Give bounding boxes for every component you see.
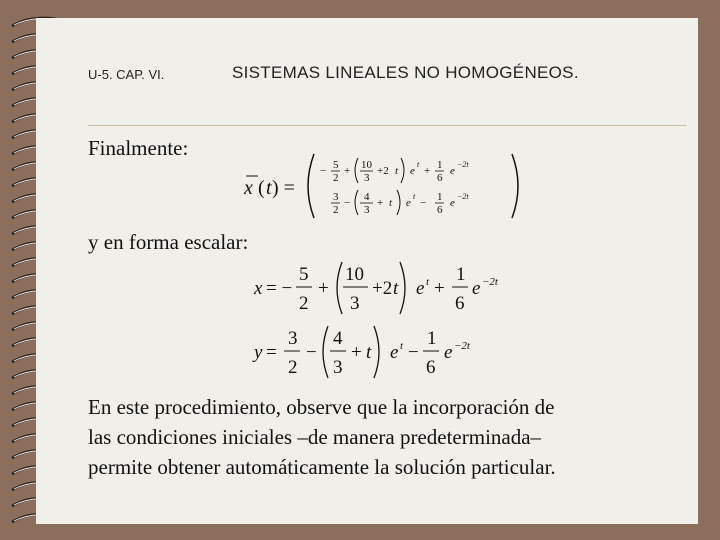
svg-text:2: 2: [299, 293, 309, 314]
svg-text:(: (: [258, 177, 265, 199]
svg-text:t: t: [417, 160, 420, 169]
svg-text:2: 2: [288, 357, 298, 378]
conclusion-paragraph: [88, 392, 688, 482]
vector-x-lhs: x: [244, 177, 253, 199]
r1-c-num: 1: [437, 159, 443, 171]
svg-text:+: +: [344, 165, 351, 177]
r2-b-num: 4: [364, 191, 370, 203]
r2-b-den: 3: [364, 204, 370, 216]
r1-a-num: 5: [333, 159, 339, 171]
r1-c-den: 6: [437, 172, 443, 184]
svg-text:+: +: [434, 278, 445, 299]
r1-b-den: 3: [364, 172, 370, 184]
svg-text:−2t: −2t: [457, 192, 469, 201]
svg-text:+2: +2: [372, 278, 393, 299]
svg-text:+: +: [351, 342, 362, 363]
svg-text:e: e: [406, 197, 411, 209]
svg-text:+: +: [424, 165, 431, 177]
r2-a-num: 3: [333, 191, 339, 203]
chapter-label: U-5. CAP. VI.: [88, 67, 165, 82]
svg-text:+2: +2: [377, 165, 389, 177]
svg-text:−: −: [408, 342, 419, 363]
escalar-label: y en forma escalar:: [88, 230, 249, 254]
svg-text:e: e: [410, 165, 415, 177]
svg-text:e: e: [444, 342, 453, 363]
r2-a-den: 2: [333, 204, 339, 216]
svg-text:−2t: −2t: [454, 340, 470, 352]
svg-text:5: 5: [299, 264, 309, 285]
svg-text:10: 10: [345, 264, 364, 285]
svg-text:6: 6: [426, 357, 436, 378]
svg-text:e: e: [416, 278, 425, 299]
conclusion-line-3: permite obtener automáticamente la solución particular.: [88, 455, 556, 479]
svg-text:6: 6: [455, 293, 465, 314]
svg-text:+: +: [318, 278, 329, 299]
svg-text:y: y: [254, 342, 263, 363]
svg-text:e: e: [450, 165, 455, 177]
svg-text:−2t: −2t: [457, 160, 469, 169]
svg-text:t: t: [395, 165, 399, 177]
svg-text:t: t: [393, 278, 399, 299]
svg-text:4: 4: [333, 328, 343, 349]
svg-text:x: x: [254, 278, 263, 299]
conclusion-line-1: En este procedimiento, observe que la incorporación de: [88, 395, 555, 419]
vector-equation: [240, 150, 540, 222]
matrix-row-2: [331, 190, 469, 216]
svg-text:=: =: [266, 342, 277, 363]
svg-text:t: t: [366, 342, 372, 363]
svg-text:3: 3: [288, 328, 298, 349]
svg-text:= −: = −: [266, 278, 293, 299]
svg-text:t: t: [413, 192, 416, 201]
svg-text:e: e: [472, 278, 481, 299]
r1-a-den: 2: [333, 172, 339, 184]
svg-text:−: −: [420, 197, 427, 209]
r2-c-den: 6: [437, 204, 443, 216]
svg-text:t: t: [400, 340, 404, 352]
svg-text:) =: ) =: [272, 177, 295, 199]
svg-text:−: −: [306, 342, 317, 363]
r2-c-num: 1: [437, 191, 443, 203]
svg-text:−: −: [320, 165, 327, 177]
slide-title: SISTEMAS LINEALES NO HOMOGÉNEOS.: [232, 63, 579, 82]
finalmente-label: Finalmente:: [88, 136, 189, 160]
svg-text:3: 3: [350, 293, 360, 314]
svg-text:−2t: −2t: [482, 276, 498, 288]
svg-text:+: +: [377, 197, 384, 209]
conclusion-line-2: las condiciones iniciales –de manera predeterminada–: [88, 425, 542, 449]
header-divider: [88, 125, 686, 126]
svg-text:e: e: [450, 197, 455, 209]
svg-text:3: 3: [333, 357, 343, 378]
r1-b-num: 10: [361, 159, 372, 171]
svg-text:1: 1: [456, 264, 466, 285]
svg-text:t: t: [266, 177, 272, 199]
matrix-row-1: [320, 158, 469, 184]
svg-text:−: −: [344, 197, 351, 209]
svg-text:e: e: [390, 342, 399, 363]
scalar-y-equation: [248, 322, 518, 382]
svg-text:t: t: [389, 197, 393, 209]
svg-text:t: t: [426, 276, 430, 288]
svg-text:1: 1: [427, 328, 437, 349]
scalar-x-equation: [248, 258, 518, 318]
